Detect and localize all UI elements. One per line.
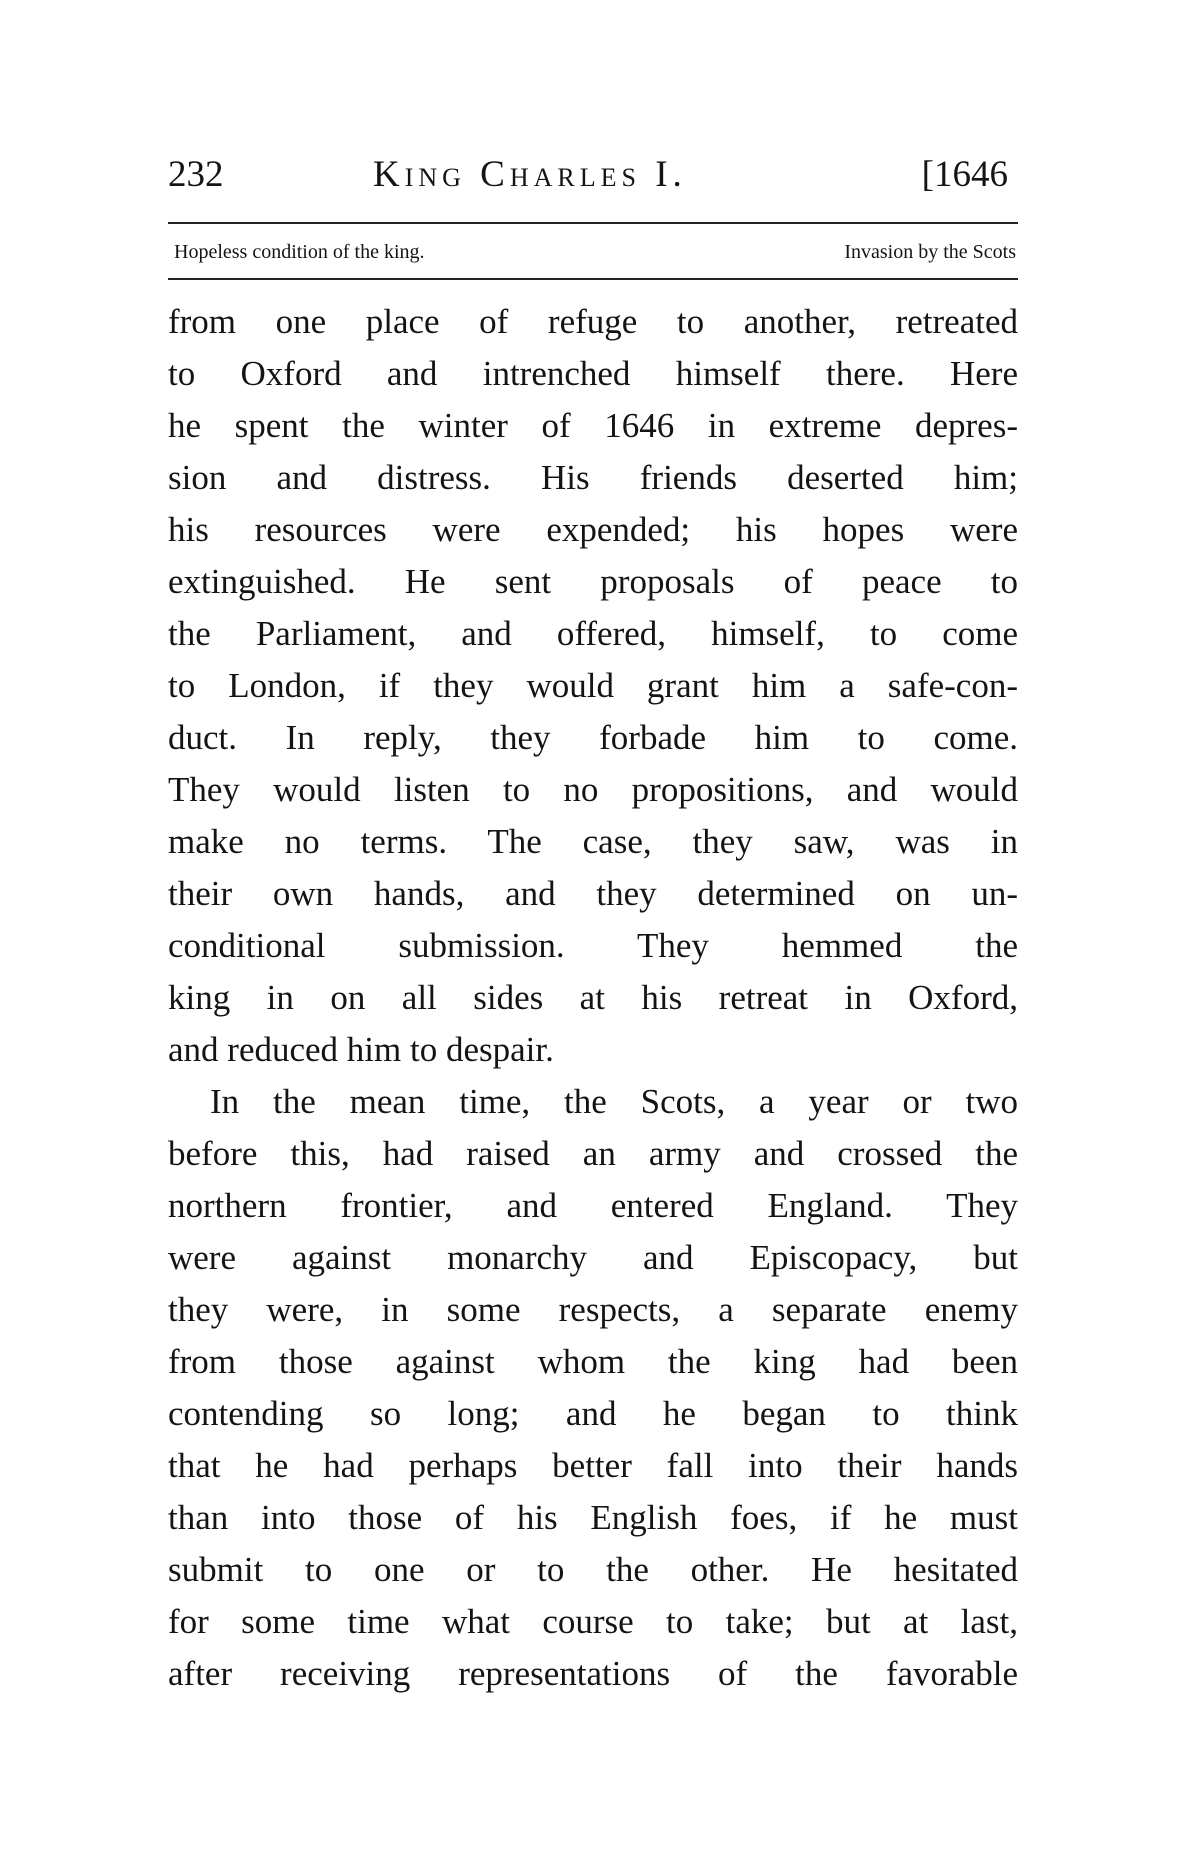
- text-line: to London, if they would grant him a safe-con-: [168, 666, 1018, 705]
- text-line: extinguished. He sent proposals of peace to: [168, 562, 1018, 601]
- text-line: he spent the winter of 1646 in extreme depres-: [168, 406, 1018, 445]
- text-line: submit to one or to the other. He hesitated: [168, 1550, 1018, 1589]
- header-rule-top: [168, 222, 1018, 224]
- text-line: conditional submission. They hemmed the: [168, 926, 1018, 965]
- text-line: and reduced him to despair.: [168, 1030, 554, 1069]
- text-line: duct. In reply, they forbade him to come.: [168, 718, 1018, 757]
- text-line: northern frontier, and entered England. They: [168, 1186, 1018, 1225]
- text-line: contending so long; and he began to think: [168, 1394, 1018, 1433]
- text-line: king in on all sides at his retreat in Oxford,: [168, 978, 1018, 1017]
- text-line: their own hands, and they determined on un-: [168, 874, 1018, 913]
- text-line: than into those of his English foes, if he must: [168, 1498, 1018, 1537]
- text-line: after receiving representations of the favorable: [168, 1654, 1018, 1693]
- text-line: to Oxford and intrenched himself there. Here: [168, 354, 1018, 393]
- text-line: for some time what course to take; but at last,: [168, 1602, 1018, 1641]
- marginal-subhead: [170, 234, 1018, 270]
- body-text: [168, 296, 1018, 1700]
- text-line: that he had perhaps better fall into their hands: [168, 1446, 1018, 1485]
- text-line: sion and distress. His friends deserted him;: [168, 458, 1018, 497]
- text-line: from one place of refuge to another, retreated: [168, 302, 1018, 341]
- text-line: They would listen to no propositions, and would: [168, 770, 1018, 809]
- paragraph-2: [168, 1076, 1018, 1700]
- book-title: King Charles I.: [373, 154, 687, 195]
- text-line: make no terms. The case, they saw, was in: [168, 822, 1018, 861]
- running-head: [168, 150, 1020, 200]
- text-line: were against monarchy and Episcopacy, but: [168, 1238, 1018, 1277]
- subhead-right: Invasion by the Scots: [844, 241, 1016, 263]
- year-marker: [1646: [921, 154, 1008, 195]
- page-number: 232: [168, 154, 224, 195]
- text-line: they were, in some respects, a separate enemy: [168, 1290, 1018, 1329]
- paragraph-1: [168, 296, 1018, 1076]
- text-line: from those against whom the king had been: [168, 1342, 1018, 1381]
- header-rule-bottom: [168, 278, 1018, 280]
- text-line: his resources were expended; his hopes were: [168, 510, 1018, 549]
- text-line: In the mean time, the Scots, a year or two: [210, 1082, 1018, 1121]
- text-line: before this, had raised an army and crossed the: [168, 1134, 1018, 1173]
- subhead-left: Hopeless condition of the king.: [174, 241, 425, 263]
- text-line: the Parliament, and offered, himself, to come: [168, 614, 1018, 653]
